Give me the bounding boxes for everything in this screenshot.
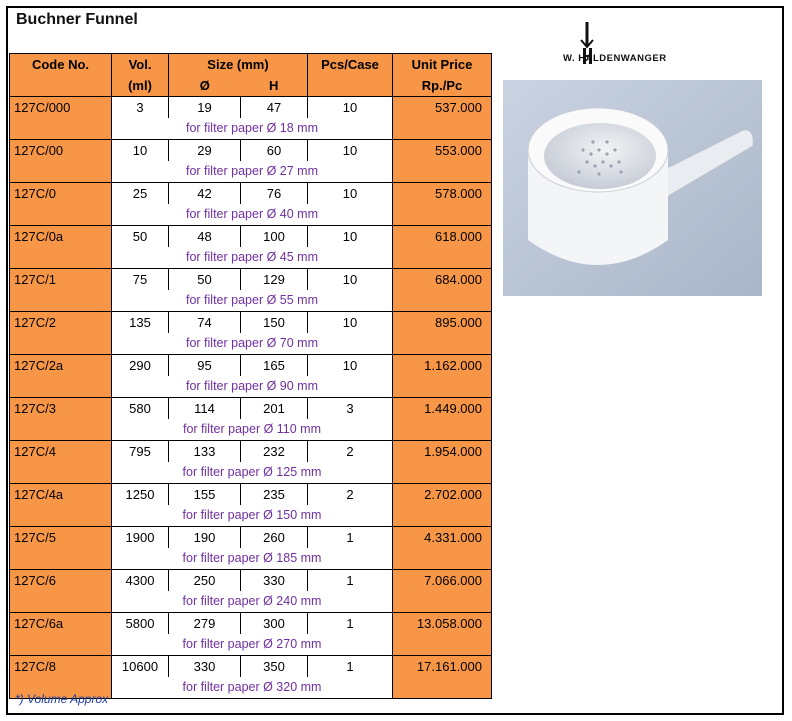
vol-cell: 4300 (112, 570, 169, 592)
h-cell: 76 (241, 183, 308, 205)
vol-cell: 10 (112, 140, 169, 162)
table-row (10, 269, 492, 291)
filter-note: for filter paper Ø 240 mm (112, 591, 393, 613)
dia-cell: 250 (169, 570, 241, 592)
code-cell: 127C/2a (10, 355, 112, 377)
table-row-note (10, 290, 492, 312)
code-cell: 127C/3 (10, 398, 112, 420)
dia-cell: 29 (169, 140, 241, 162)
h-cell: 235 (241, 484, 308, 506)
vol-cell: 135 (112, 312, 169, 334)
code-cell: 127C/4 (10, 441, 112, 463)
table-row-note (10, 548, 492, 570)
filter-note: for filter paper Ø 27 mm (112, 161, 393, 183)
table-row (10, 613, 492, 635)
dia-cell: 190 (169, 527, 241, 549)
vol-cell: 1900 (112, 527, 169, 549)
h-cell: 330 (241, 570, 308, 592)
vol-cell: 50 (112, 226, 169, 248)
price-cell: 13.058.000 (393, 613, 492, 635)
header-size: Size (mm) (169, 54, 308, 76)
pcs-cell: 1 (308, 613, 393, 635)
header-vol-unit: (ml) (112, 75, 169, 97)
pcs-cell: 1 (308, 656, 393, 678)
price-cell: 1.162.000 (393, 355, 492, 377)
pcs-cell: 10 (308, 269, 393, 291)
filter-note: for filter paper Ø 125 mm (112, 462, 393, 484)
filter-note: for filter paper Ø 70 mm (112, 333, 393, 355)
filter-note: for filter paper Ø 320 mm (112, 677, 393, 699)
logo-text: W. HALDENWANGER (563, 53, 667, 64)
h-cell: 232 (241, 441, 308, 463)
table-row (10, 140, 492, 162)
vol-cell: 10600 (112, 656, 169, 678)
buchner-funnel-photo (503, 80, 762, 296)
code-cell: 127C/6a (10, 613, 112, 635)
code-cell: 127C/0 (10, 183, 112, 205)
header-pcs: Pcs/Case (308, 54, 393, 76)
price-cell: 2.702.000 (393, 484, 492, 506)
h-cell: 150 (241, 312, 308, 334)
table-row-note (10, 204, 492, 226)
header-code: Code No. (10, 54, 112, 76)
pcs-cell: 2 (308, 441, 393, 463)
dia-cell: 133 (169, 441, 241, 463)
table-row (10, 355, 492, 377)
table-row-note (10, 591, 492, 613)
price-cell: 7.066.000 (393, 570, 492, 592)
price-table (9, 53, 492, 699)
code-cell: 127C/000 (10, 97, 112, 119)
dia-cell: 279 (169, 613, 241, 635)
filter-note: for filter paper Ø 45 mm (112, 247, 393, 269)
price-cell: 537.000 (393, 97, 492, 119)
h-cell: 300 (241, 613, 308, 635)
table-row (10, 527, 492, 549)
filter-note: for filter paper Ø 110 mm (112, 419, 393, 441)
header-vol: Vol. (112, 54, 169, 76)
pcs-cell: 10 (308, 226, 393, 248)
price-cell: 1.449.000 (393, 398, 492, 420)
table-row (10, 183, 492, 205)
table-row (10, 398, 492, 420)
dia-cell: 114 (169, 398, 241, 420)
pcs-cell: 10 (308, 97, 393, 119)
h-cell: 60 (241, 140, 308, 162)
table-row-note (10, 462, 492, 484)
code-cell: 127C/1 (10, 269, 112, 291)
table-row-note (10, 247, 492, 269)
code-cell: 127C/4a (10, 484, 112, 506)
dia-cell: 74 (169, 312, 241, 334)
code-cell: 127C/0a (10, 226, 112, 248)
dia-cell: 95 (169, 355, 241, 377)
table-row-note (10, 376, 492, 398)
filter-note: for filter paper Ø 150 mm (112, 505, 393, 527)
pcs-cell: 1 (308, 570, 393, 592)
table-row-note (10, 505, 492, 527)
pcs-cell: 1 (308, 527, 393, 549)
price-cell: 684.000 (393, 269, 492, 291)
filter-note: for filter paper Ø 90 mm (112, 376, 393, 398)
price-cell: 618.000 (393, 226, 492, 248)
pcs-cell: 10 (308, 355, 393, 377)
vol-cell: 5800 (112, 613, 169, 635)
code-cell: 127C/5 (10, 527, 112, 549)
h-cell: 201 (241, 398, 308, 420)
filter-note: for filter paper Ø 40 mm (112, 204, 393, 226)
dia-cell: 50 (169, 269, 241, 291)
code-cell: 127C/00 (10, 140, 112, 162)
vol-cell: 580 (112, 398, 169, 420)
dia-cell: 155 (169, 484, 241, 506)
code-cell: 127C/2 (10, 312, 112, 334)
dia-cell: 330 (169, 656, 241, 678)
table-row (10, 97, 492, 119)
price-cell: 578.000 (393, 183, 492, 205)
pcs-cell: 10 (308, 312, 393, 334)
vol-cell: 290 (112, 355, 169, 377)
table-row (10, 441, 492, 463)
price-cell: 1.954.000 (393, 441, 492, 463)
filter-note: for filter paper Ø 18 mm (112, 118, 393, 140)
vol-cell: 25 (112, 183, 169, 205)
pcs-cell: 3 (308, 398, 393, 420)
table-row-note (10, 634, 492, 656)
table-row-note (10, 419, 492, 441)
vol-cell: 1250 (112, 484, 169, 506)
table-row (10, 484, 492, 506)
table-row (10, 570, 492, 592)
h-cell: 100 (241, 226, 308, 248)
filter-note: for filter paper Ø 270 mm (112, 634, 393, 656)
header-price-unit: Rp./Pc (393, 75, 492, 97)
header-price: Unit Price (393, 54, 492, 76)
vol-cell: 795 (112, 441, 169, 463)
table-row-note (10, 333, 492, 355)
h-cell: 129 (241, 269, 308, 291)
code-cell: 127C/6 (10, 570, 112, 592)
vol-cell: 3 (112, 97, 169, 119)
price-cell: 553.000 (393, 140, 492, 162)
price-cell: 17.161.000 (393, 656, 492, 678)
table-row-note (10, 118, 492, 140)
dia-cell: 42 (169, 183, 241, 205)
table-row (10, 226, 492, 248)
price-cell: 4.331.000 (393, 527, 492, 549)
dia-cell: 19 (169, 97, 241, 119)
table-row (10, 312, 492, 334)
footnote: *) Volume Approx (15, 692, 109, 706)
pcs-cell: 10 (308, 183, 393, 205)
h-cell: 260 (241, 527, 308, 549)
filter-note: for filter paper Ø 55 mm (112, 290, 393, 312)
vol-cell: 75 (112, 269, 169, 291)
header-h: H (241, 75, 308, 97)
h-cell: 350 (241, 656, 308, 678)
pcs-cell: 2 (308, 484, 393, 506)
dia-cell: 48 (169, 226, 241, 248)
h-cell: 47 (241, 97, 308, 119)
price-cell: 895.000 (393, 312, 492, 334)
table-row-note (10, 161, 492, 183)
pcs-cell: 10 (308, 140, 393, 162)
h-cell: 165 (241, 355, 308, 377)
code-cell: 127C/8 (10, 656, 112, 678)
header-dia: Ø (169, 75, 241, 97)
table-row (10, 656, 492, 678)
filter-note: for filter paper Ø 185 mm (112, 548, 393, 570)
page-title: Buchner Funnel (16, 11, 138, 28)
